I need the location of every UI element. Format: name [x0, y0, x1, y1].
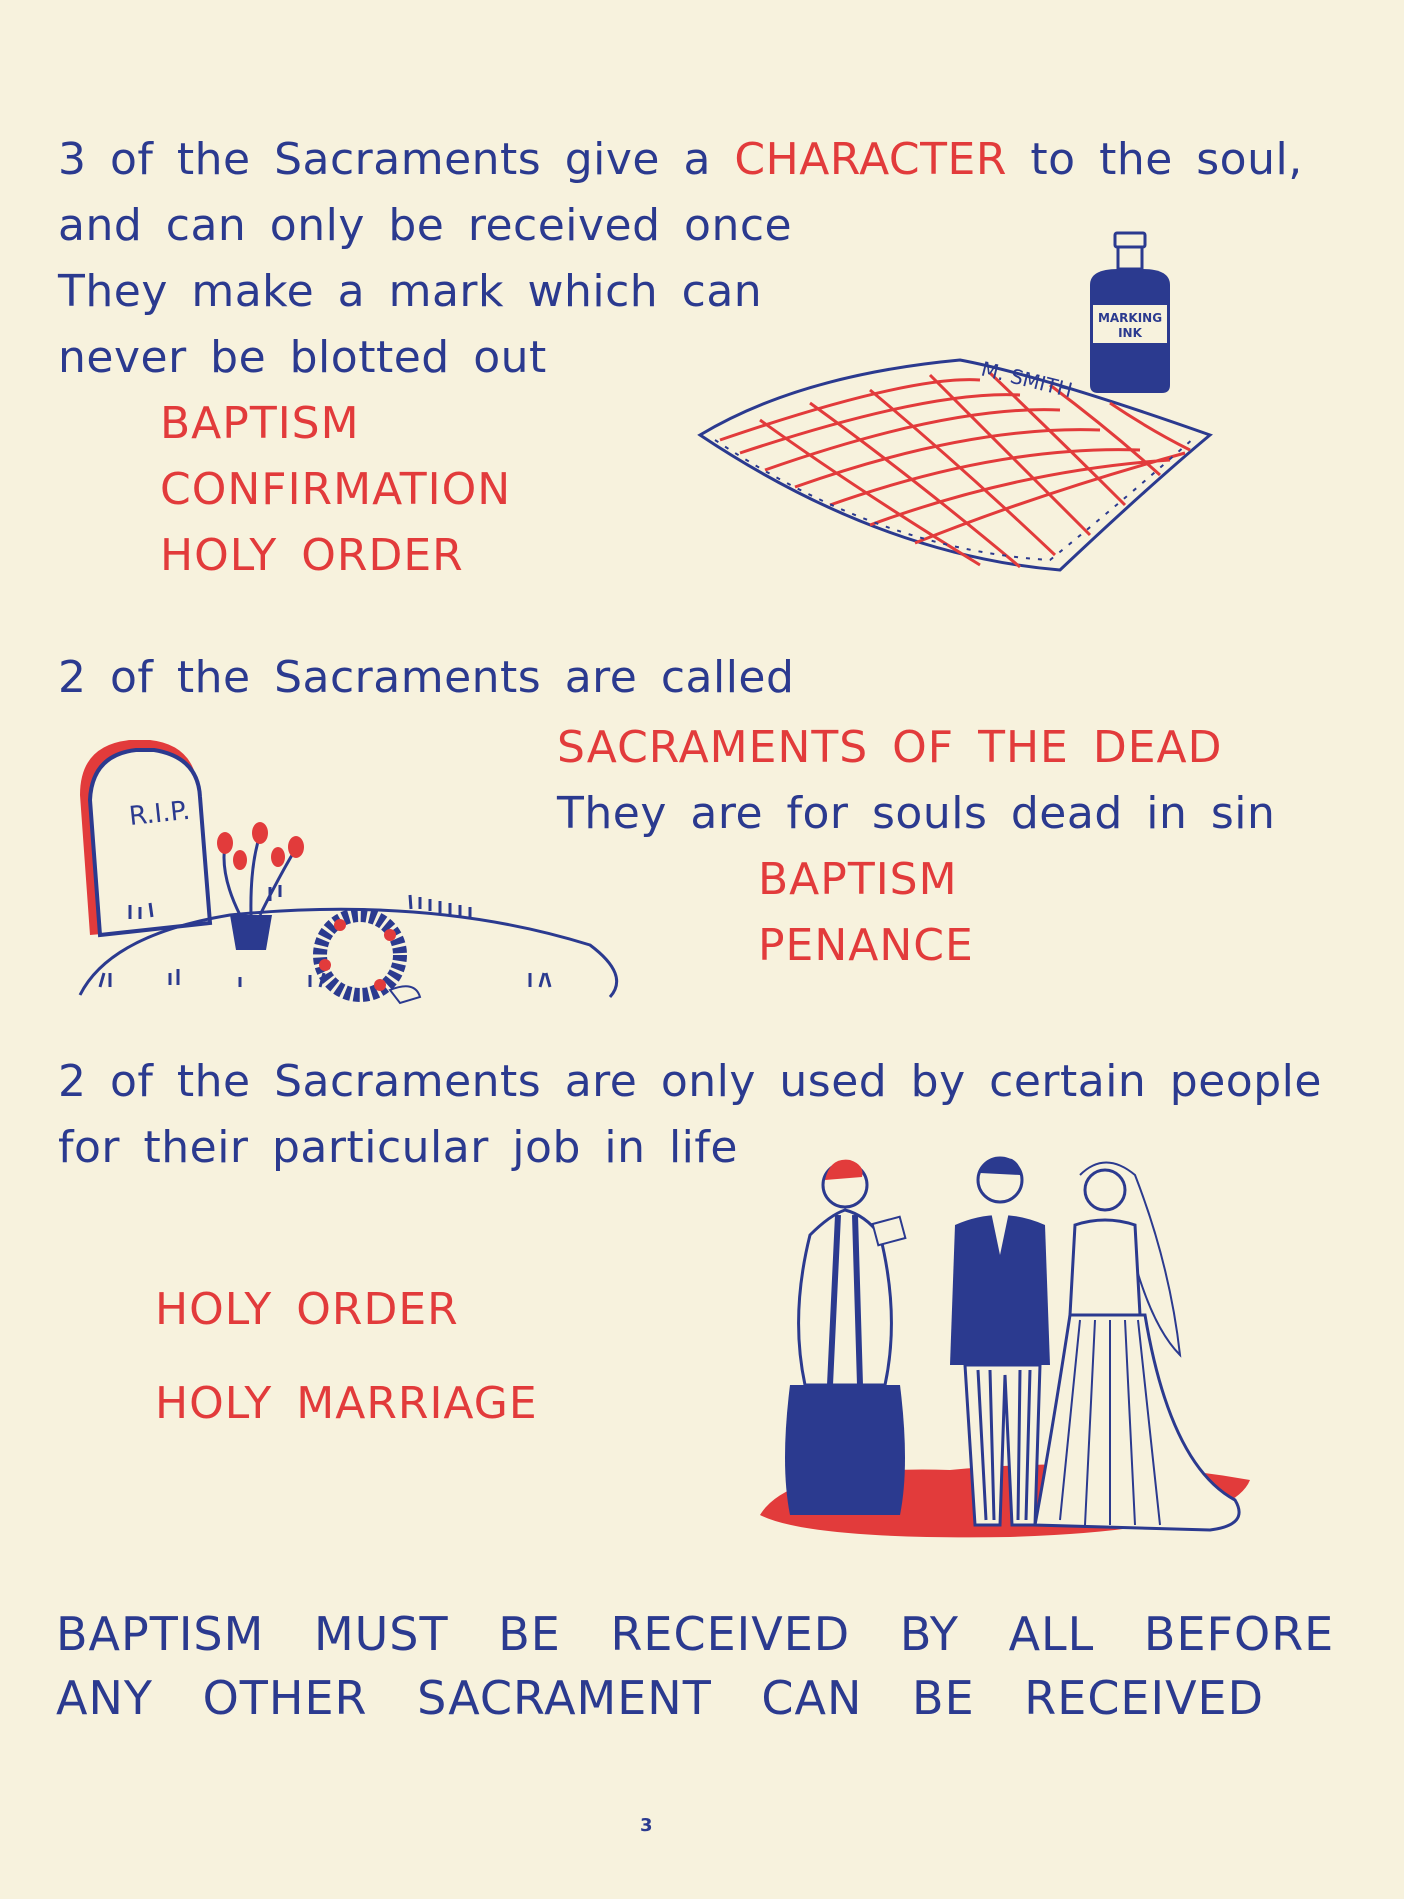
section1-item-baptism: BAPTISM [160, 398, 360, 449]
section1-item-holy-order: HOLY ORDER [160, 530, 464, 581]
intro-text-end: to the soul, [1030, 134, 1303, 185]
section2-title: SACRAMENTS OF THE DEAD [557, 722, 1223, 773]
section1-line2: and can only be received once [58, 200, 793, 251]
wreath-icon [319, 915, 420, 1003]
section2-intro: 2 of the Sacraments are called [58, 652, 795, 703]
character-highlight: CHARACTER [734, 134, 1007, 185]
tombstone-icon [80, 740, 210, 935]
ink-bottle-icon [1090, 233, 1170, 393]
footer-line1: BAPTISM MUST BE RECEIVED BY ALL BEFORE [56, 1607, 1335, 1661]
footer-line2: ANY OTHER SACRAMENT CAN BE RECEIVED [56, 1671, 1265, 1725]
intro-text: 3 of the Sacraments give a [58, 134, 711, 185]
section3-item-holy-marriage: HOLY MARRIAGE [155, 1378, 538, 1429]
wedding-illustration [750, 1145, 1260, 1545]
flower-pot-icon [217, 822, 304, 950]
rip-text: R.I.P. [127, 795, 192, 832]
section1-line4: never be blotted out [58, 332, 547, 383]
section1-item-confirmation: CONFIRMATION [160, 464, 512, 515]
page-number: 3 [640, 1815, 653, 1836]
section2-item-baptism: BAPTISM [758, 854, 958, 905]
grave-illustration [70, 735, 650, 1015]
section1-line3: They make a mark which can [58, 266, 763, 317]
section1-intro [58, 132, 1303, 188]
section3-item-holy-order: HOLY ORDER [155, 1284, 459, 1335]
priest-icon [785, 1160, 905, 1515]
section3-line1: 2 of the Sacraments are only used by certain people [58, 1056, 1322, 1107]
cloth-name-text: M. SMITH [978, 356, 1075, 403]
ink-label-1: MARKING [1097, 311, 1163, 325]
ink-label-2: INK [1118, 326, 1142, 340]
section2-item-penance: PENANCE [758, 920, 974, 971]
section3-line2: for their particular job in life [58, 1122, 738, 1173]
marking-ink-illustration [680, 225, 1250, 595]
section2-desc: They are for souls dead in sin [557, 788, 1276, 839]
